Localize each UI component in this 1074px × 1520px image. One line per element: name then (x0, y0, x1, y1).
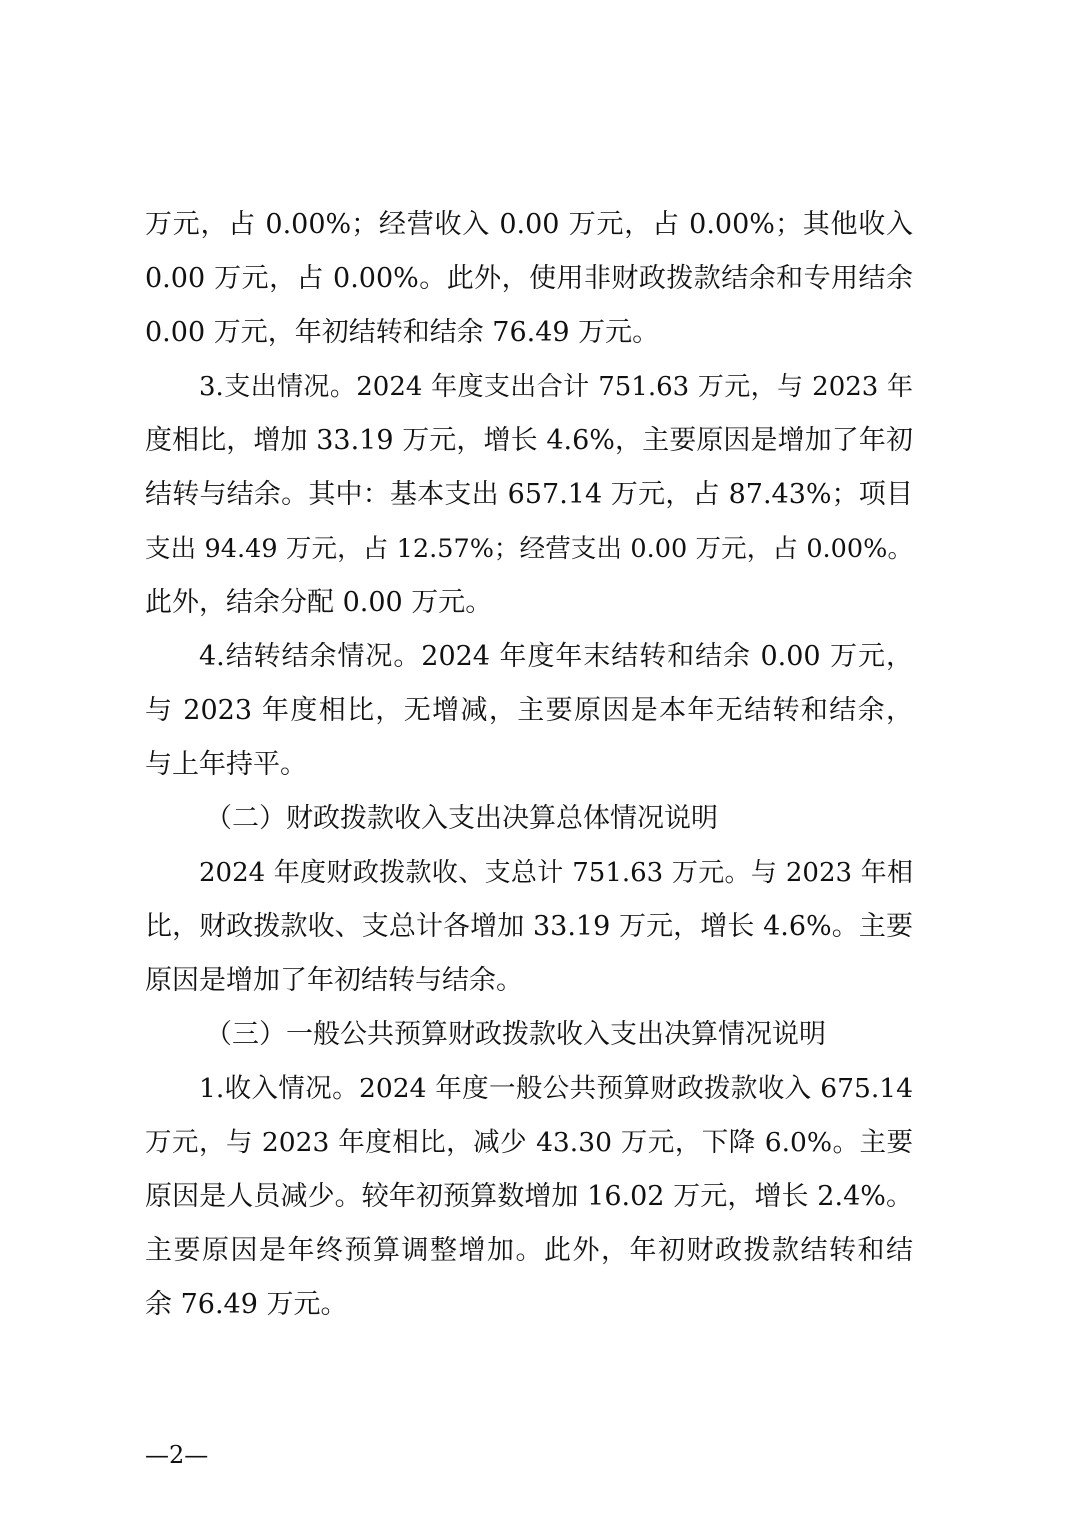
text-line: 比，财政拨款收、支总计各增加 33.19 万元，增长 4.6%。主要 (145, 911, 913, 942)
text-line: 度相比，增加 33.19 万元，增长 4.6%，主要原因是增加了年初 (145, 425, 913, 456)
text-line: 原因是增加了年初结转与结余。 (145, 965, 523, 996)
text-line: 2024 年度财政拨款收、支总计 751.63 万元。与 2023 年相 (199, 858, 913, 888)
text-line: 支出 94.49 万元，占 12.57%；经营支出 0.00 万元，占 0.00%。 (145, 534, 913, 564)
document-body (145, 198, 913, 1332)
text-line: 4.结转结余情况。2024 年度年末结转和结余 0.00 万元， (199, 641, 913, 672)
section-heading: （二）财政拨款收入支出决算总体情况说明 (205, 803, 718, 834)
text-line: 余 76.49 万元。 (145, 1289, 348, 1320)
text-line: 主要原因是年终预算调整增加。此外，年初财政拨款结转和结 (145, 1235, 913, 1266)
text-line: 此外，结余分配 0.00 万元。 (145, 587, 493, 618)
text-line: 结转与结余。其中：基本支出 657.14 万元，占 87.43%；项目 (145, 479, 913, 510)
text-line: 与 2023 年度相比，无增减，主要原因是本年无结转和结余， (145, 695, 913, 726)
section-heading: （三）一般公共预算财政拨款收入支出决算情况说明 (205, 1019, 826, 1050)
text-line: 0.00 万元，年初结转和结余 76.49 万元。 (145, 317, 660, 348)
text-line: 与上年持平。 (145, 749, 307, 780)
page-number: —2— (145, 1441, 209, 1469)
text-line: 0.00 万元，占 0.00%。此外，使用非财政拨款结余和专用结余 (145, 263, 913, 294)
text-line: 1.收入情况。2024 年度一般公共预算财政拨款收入 675.14 (199, 1073, 913, 1104)
text-line: 万元，占 0.00%；经营收入 0.00 万元，占 0.00%；其他收入 (145, 209, 913, 240)
text-line: 3.支出情况。2024 年度支出合计 751.63 万元，与 2023 年 (199, 372, 913, 402)
text-line: 原因是人员减少。较年初预算数增加 16.02 万元，增长 2.4%。 (145, 1181, 913, 1212)
text-line: 万元，与 2023 年度相比，减少 43.30 万元，下降 6.0%。主要 (145, 1127, 913, 1158)
